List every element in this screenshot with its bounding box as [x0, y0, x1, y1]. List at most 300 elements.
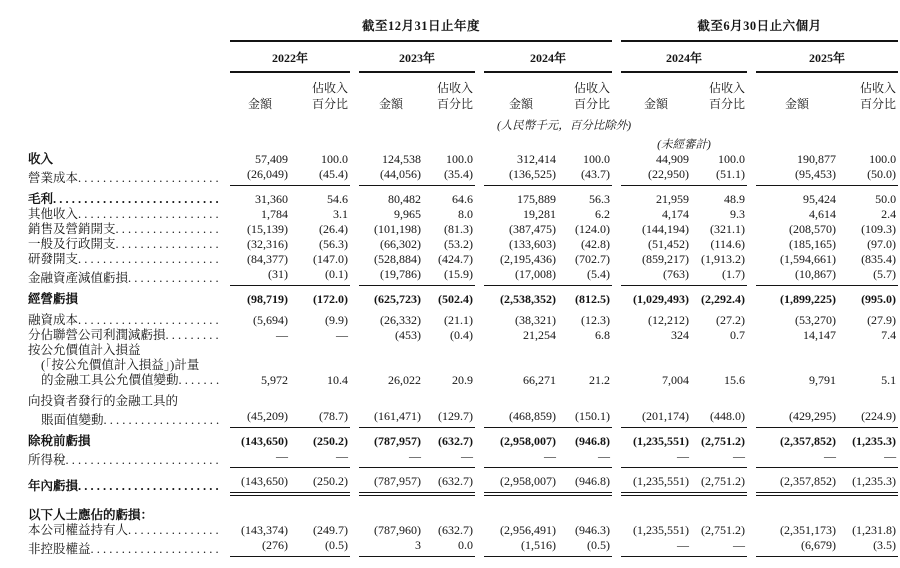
pct-cell — [558, 343, 612, 358]
column-gap — [612, 474, 621, 494]
amount-cell — [484, 343, 558, 358]
pct-cell: — — [691, 449, 747, 468]
amount-cell: — — [359, 449, 423, 468]
pct-cell: 50.0 — [875, 192, 897, 207]
amount-cell: (787,957) — [374, 434, 421, 449]
column-gap — [350, 237, 359, 252]
column-gap — [475, 207, 484, 222]
column-gap — [612, 72, 621, 112]
column-gap — [747, 252, 756, 267]
column-gap — [475, 508, 484, 523]
column-gap — [475, 343, 484, 358]
amount-cell: (22,950) — [621, 167, 691, 186]
row-label — [2, 394, 230, 409]
table-row — [2, 358, 898, 373]
column-gap — [747, 267, 756, 286]
amount-column-header: 金額 — [247, 97, 272, 112]
pct-cell: (43.7) — [558, 167, 612, 186]
amount-cell: (31) — [230, 267, 290, 286]
year-header-2024: 2024年 — [484, 41, 612, 72]
amount-cell: (26,332) — [380, 313, 421, 328]
column-gap — [350, 167, 359, 186]
pct-cell: (632.7) — [438, 523, 473, 538]
column-gap — [612, 292, 621, 307]
column-gap — [747, 474, 756, 494]
column-gap — [350, 222, 359, 237]
amount-cell: (2,357,852) — [780, 434, 837, 449]
row-label — [2, 237, 230, 252]
leader-dots — [78, 479, 222, 494]
row-label — [2, 313, 230, 328]
year-header-2022: 2022年 — [230, 41, 350, 72]
pct-cell — [423, 508, 475, 523]
amount-cell: (763) — [621, 267, 691, 286]
pct-cell: (1,235.3) — [852, 434, 897, 449]
pct-cell: (250.2) — [290, 474, 350, 494]
row-label — [2, 358, 230, 373]
column-gap — [350, 267, 359, 286]
amount-cell: (1,594,661) — [780, 252, 837, 267]
pct-header-line2: 百分比 — [311, 96, 348, 111]
column-gap — [350, 72, 359, 112]
column-gap — [350, 538, 359, 557]
column-gap — [747, 292, 756, 307]
amount-cell: 19,281 — [523, 207, 556, 222]
subcolumn-header-row — [2, 72, 898, 112]
pct-cell: 8.0 — [458, 207, 473, 222]
pct-cell: (51.1) — [691, 167, 747, 186]
amount-cell: (787,960) — [374, 523, 421, 538]
row-label — [2, 292, 230, 307]
row-label-text: 營業成本 — [28, 170, 79, 185]
column-gap — [747, 207, 756, 222]
column-gap — [747, 41, 756, 72]
amount-cell: 190,877 — [797, 152, 837, 167]
pct-cell: (124.0) — [575, 222, 611, 237]
pct-cell — [691, 508, 747, 523]
row-label-text: 毛利 — [28, 192, 54, 207]
pct-cell: 100.0 — [869, 152, 897, 167]
amount-cell — [621, 343, 691, 358]
amount-cell: 124,538 — [382, 152, 421, 167]
pct-header-line2: 百分比 — [709, 96, 746, 111]
row-label-text: 按公允價值計入損益 — [28, 343, 141, 358]
column-gap — [747, 343, 756, 358]
amount-cell: — — [230, 449, 290, 468]
row-label-text: 非控股權益 — [28, 541, 91, 556]
column-gap — [350, 292, 359, 307]
pct-cell: 100.0 — [321, 152, 348, 167]
leader-dots — [166, 328, 222, 343]
column-gap — [747, 328, 756, 343]
amount-cell: (136,525) — [484, 167, 558, 186]
column-gap — [612, 167, 621, 186]
pct-header-line2: 百分比 — [574, 96, 611, 111]
column-gap — [475, 358, 484, 373]
amount-cell: — — [756, 449, 838, 468]
column-gap — [475, 434, 484, 449]
amount-cell: (26,049) — [230, 167, 290, 186]
column-gap — [612, 328, 621, 343]
row-label — [2, 343, 230, 358]
amount-cell: (17,008) — [484, 267, 558, 286]
year-header-2025-interim: 2025年 — [756, 41, 898, 72]
row-label — [2, 192, 230, 207]
row-label — [2, 434, 230, 449]
pct-cell: 5.1 — [881, 373, 897, 388]
row-label-text: 的金融工具公允價值變動 — [41, 373, 179, 388]
table-row — [2, 207, 898, 222]
column-gap — [475, 523, 484, 538]
amount-cell: (453) — [395, 328, 421, 343]
row-label — [2, 152, 230, 167]
pct-cell: (78.7) — [290, 409, 350, 428]
pct-cell: 6.2 — [595, 207, 611, 222]
column-gap — [612, 313, 621, 328]
pct-cell: (81.3) — [444, 222, 473, 237]
column-gap — [747, 192, 756, 207]
amount-cell: (84,377) — [247, 252, 288, 267]
pct-cell: — — [423, 449, 475, 468]
header-spacer — [2, 133, 621, 152]
pct-cell: (0.1) — [290, 267, 350, 286]
unit-note-row — [2, 112, 898, 133]
column-gap — [475, 167, 484, 186]
pct-cell — [838, 343, 898, 358]
pct-cell: (1,235.3) — [838, 474, 898, 494]
row-label-text: (「按公允價值計入損益」)計量 — [41, 358, 200, 373]
pct-cell: 15.6 — [724, 373, 746, 388]
pct-cell: (0.5) — [558, 538, 612, 557]
pct-cell: (250.2) — [313, 434, 348, 449]
column-gap — [747, 167, 756, 186]
column-gap — [475, 328, 484, 343]
pct-cell: 100.0 — [583, 152, 611, 167]
column-gap — [747, 313, 756, 328]
column-gap — [350, 358, 359, 373]
pct-cell: (129.7) — [423, 409, 475, 428]
amount-cell: (201,174) — [621, 409, 691, 428]
amount-cell: (859,217) — [642, 252, 690, 267]
amount-column-header: 金額 — [644, 97, 669, 112]
pct-cell: 2.4 — [881, 207, 897, 222]
amount-cell — [484, 394, 558, 409]
column-gap — [747, 508, 756, 523]
amount-cell: 4,174 — [662, 207, 690, 222]
pct-cell: (702.7) — [575, 252, 611, 267]
amount-cell: 26,022 — [388, 373, 421, 388]
pct-cell — [290, 358, 350, 373]
pct-cell — [838, 508, 898, 523]
unaudited-note: (未經審計) — [657, 139, 711, 152]
amount-cell: — — [621, 449, 691, 468]
row-label — [2, 222, 230, 237]
table-body — [2, 152, 898, 563]
column-gap — [612, 222, 621, 237]
leader-dots — [128, 271, 222, 286]
pct-cell: (995.0) — [861, 292, 897, 307]
row-label — [2, 207, 230, 222]
pct-cell — [423, 358, 475, 373]
pct-header-line1: 佔收入 — [860, 81, 897, 95]
column-gap — [475, 292, 484, 307]
column-gap — [350, 474, 359, 494]
amount-cell: 66,271 — [523, 373, 556, 388]
amount-cell: — — [621, 538, 691, 557]
amount-cell: (143,650) — [230, 474, 290, 494]
amount-cell: (19,786) — [359, 267, 423, 286]
amount-cell: (12,212) — [648, 313, 690, 328]
pct-cell: (42.8) — [581, 237, 611, 252]
amount-cell: (15,139) — [247, 222, 288, 237]
column-gap — [612, 267, 621, 286]
pct-cell: — — [691, 538, 747, 557]
amount-cell: (32,316) — [247, 237, 288, 252]
amount-cell — [359, 343, 423, 358]
amount-cell: 324 — [671, 328, 690, 343]
row-label — [2, 474, 230, 494]
row-spacer — [2, 494, 898, 502]
column-gap — [747, 538, 756, 557]
column-gap — [747, 373, 756, 388]
pct-cell — [290, 343, 350, 358]
pct-cell: (45.4) — [290, 167, 350, 186]
amount-cell — [359, 358, 423, 373]
amount-cell — [230, 508, 290, 523]
column-gap — [350, 434, 359, 449]
pct-cell: (2,751.2) — [691, 474, 747, 494]
column-gap — [612, 192, 621, 207]
column-gap — [612, 41, 621, 72]
pct-cell: (812.5) — [575, 292, 611, 307]
amount-cell: (38,321) — [515, 313, 556, 328]
amount-cell — [756, 394, 838, 409]
pct-cell: (835.4) — [861, 252, 897, 267]
column-gap — [350, 508, 359, 523]
amount-cell: (2,195,436) — [500, 252, 556, 267]
amount-cell — [359, 394, 423, 409]
leader-dots — [104, 413, 222, 428]
row-label — [2, 328, 230, 343]
amount-cell: (101,198) — [374, 222, 421, 237]
column-gap — [350, 192, 359, 207]
pct-cell: (5.7) — [838, 267, 898, 286]
amount-cell: (161,471) — [359, 409, 423, 428]
table-row — [2, 313, 898, 328]
pct-cell: 64.6 — [452, 192, 473, 207]
amount-cell: 21,959 — [656, 192, 690, 207]
table-row — [2, 373, 898, 388]
column-gap — [612, 373, 621, 388]
pct-cell: (97.0) — [867, 237, 897, 252]
column-gap — [350, 252, 359, 267]
pct-cell: (946.8) — [575, 434, 611, 449]
pct-cell: (35.4) — [423, 167, 475, 186]
pct-cell: 10.4 — [327, 373, 348, 388]
table-row — [2, 409, 898, 428]
amount-cell: (51,452) — [648, 237, 690, 252]
table-row — [2, 167, 898, 186]
amount-column-header: 金額 — [785, 97, 810, 112]
row-label-text: 收入 — [28, 152, 54, 167]
amount-cell: 5,972 — [261, 373, 288, 388]
column-gap — [612, 237, 621, 252]
header-spacer — [2, 112, 230, 133]
pct-header-line1: 佔收入 — [574, 81, 611, 95]
table-row — [2, 474, 898, 494]
amount-cell — [230, 358, 290, 373]
column-gap — [612, 434, 621, 449]
amount-column-header: 金額 — [378, 97, 403, 112]
pct-cell: (0.4) — [450, 328, 473, 343]
amount-cell: (208,570) — [789, 222, 837, 237]
column-gap — [747, 152, 756, 167]
row-label — [2, 538, 230, 557]
pct-cell — [838, 394, 898, 409]
pct-cell: (502.4) — [438, 292, 473, 307]
pct-cell: (50.0) — [838, 167, 898, 186]
pct-cell: (3.5) — [838, 538, 898, 557]
pct-cell: (2,751.2) — [701, 523, 746, 538]
pct-header-line1: 佔收入 — [436, 81, 473, 95]
row-label — [2, 508, 230, 523]
column-gap — [747, 409, 756, 428]
amount-cell: (45,209) — [230, 409, 290, 428]
table-row — [2, 449, 898, 468]
column-gap — [612, 207, 621, 222]
amount-cell: (95,453) — [756, 167, 838, 186]
amount-cell: (1,899,225) — [780, 292, 837, 307]
amount-cell: 44,909 — [656, 152, 690, 167]
amount-cell: (528,884) — [374, 252, 421, 267]
leader-dots — [78, 313, 222, 328]
row-label-text: 研發開支 — [28, 252, 79, 267]
column-gap — [747, 72, 756, 112]
row-label-text: 融資成本 — [28, 313, 79, 328]
table-row — [2, 434, 898, 449]
pct-cell — [290, 394, 350, 409]
period-header-interim: 截至6月30日止六個月 — [621, 8, 898, 41]
column-gap — [612, 358, 621, 373]
column-gap — [350, 328, 359, 343]
amount-cell: (2,958,007) — [500, 434, 556, 449]
column-gap — [747, 449, 756, 468]
leader-dots — [91, 542, 222, 557]
column-gap — [350, 523, 359, 538]
pct-cell: (632.7) — [438, 434, 473, 449]
amount-cell: (2,956,491) — [500, 523, 556, 538]
amount-cell — [621, 394, 691, 409]
amount-cell: (10,867) — [756, 267, 838, 286]
pct-cell: (15.9) — [423, 267, 475, 286]
unaudited-note-row — [2, 133, 898, 152]
column-gap — [475, 252, 484, 267]
column-gap — [747, 237, 756, 252]
column-gap — [612, 8, 621, 41]
amount-column-header: 金額 — [508, 97, 533, 112]
pct-cell: — — [558, 449, 612, 468]
table-row — [2, 267, 898, 286]
amount-cell: (1,235,551) — [633, 523, 690, 538]
pct-cell: 48.9 — [724, 192, 746, 207]
pct-cell — [838, 358, 898, 373]
column-gap — [350, 373, 359, 388]
table-row — [2, 538, 898, 557]
pct-cell: (321.1) — [710, 222, 746, 237]
pct-cell — [558, 358, 612, 373]
pct-cell: (1.7) — [691, 267, 747, 286]
amount-cell — [484, 508, 558, 523]
table-row — [2, 152, 898, 167]
column-gap — [350, 409, 359, 428]
amount-cell: 312,414 — [517, 152, 556, 167]
column-gap — [475, 41, 484, 72]
pct-cell: (424.7) — [438, 252, 473, 267]
pct-column-header — [691, 72, 747, 112]
pct-cell: (21.1) — [444, 313, 473, 328]
row-label — [2, 267, 230, 286]
column-gap — [612, 394, 621, 409]
pct-cell — [290, 508, 350, 523]
column-gap — [475, 313, 484, 328]
column-gap — [475, 237, 484, 252]
column-gap — [475, 394, 484, 409]
year-header-row — [2, 41, 898, 72]
amount-cell: 31,360 — [255, 192, 288, 207]
table-row — [2, 292, 898, 307]
pct-cell: (249.7) — [313, 523, 348, 538]
pct-cell: (1,231.8) — [852, 523, 897, 538]
amount-cell: 1,784 — [261, 207, 288, 222]
amount-cell: 4,614 — [809, 207, 837, 222]
amount-cell: 3 — [359, 538, 423, 557]
row-label-text: 以下人士應佔的虧損： — [28, 508, 154, 523]
column-gap — [350, 394, 359, 409]
amount-cell — [230, 394, 290, 409]
table-row — [2, 508, 898, 523]
amount-cell: 57,409 — [255, 152, 288, 167]
pct-cell: (27.2) — [716, 313, 746, 328]
amount-cell: (787,957) — [359, 474, 423, 494]
row-label-text: 其他收入 — [28, 207, 79, 222]
row-label — [2, 167, 230, 186]
pct-cell — [558, 508, 612, 523]
amount-cell: 7,004 — [662, 373, 690, 388]
row-label — [2, 409, 230, 428]
pct-cell: 20.9 — [452, 373, 473, 388]
column-gap — [612, 152, 621, 167]
pct-cell — [691, 358, 747, 373]
table-row — [2, 523, 898, 538]
pct-cell: (150.1) — [558, 409, 612, 428]
pct-column-header — [290, 72, 350, 112]
amount-cell: (2,351,173) — [780, 523, 837, 538]
pct-cell: (2,751.2) — [701, 434, 746, 449]
pct-cell: (632.7) — [423, 474, 475, 494]
amount-cell: (387,475) — [509, 222, 556, 237]
table-row — [2, 343, 898, 358]
pct-cell — [691, 343, 747, 358]
pct-cell: (9.9) — [325, 313, 348, 328]
amount-cell: (66,302) — [380, 237, 421, 252]
pct-cell: — — [838, 449, 898, 468]
amount-cell — [756, 343, 838, 358]
pct-header-line1: 佔收入 — [311, 81, 348, 95]
amount-cell: — — [484, 449, 558, 468]
row-label-text: 本公司權益持有人 — [28, 523, 129, 538]
amount-cell: (1,235,551) — [633, 434, 690, 449]
amount-cell: (1,029,493) — [633, 292, 690, 307]
